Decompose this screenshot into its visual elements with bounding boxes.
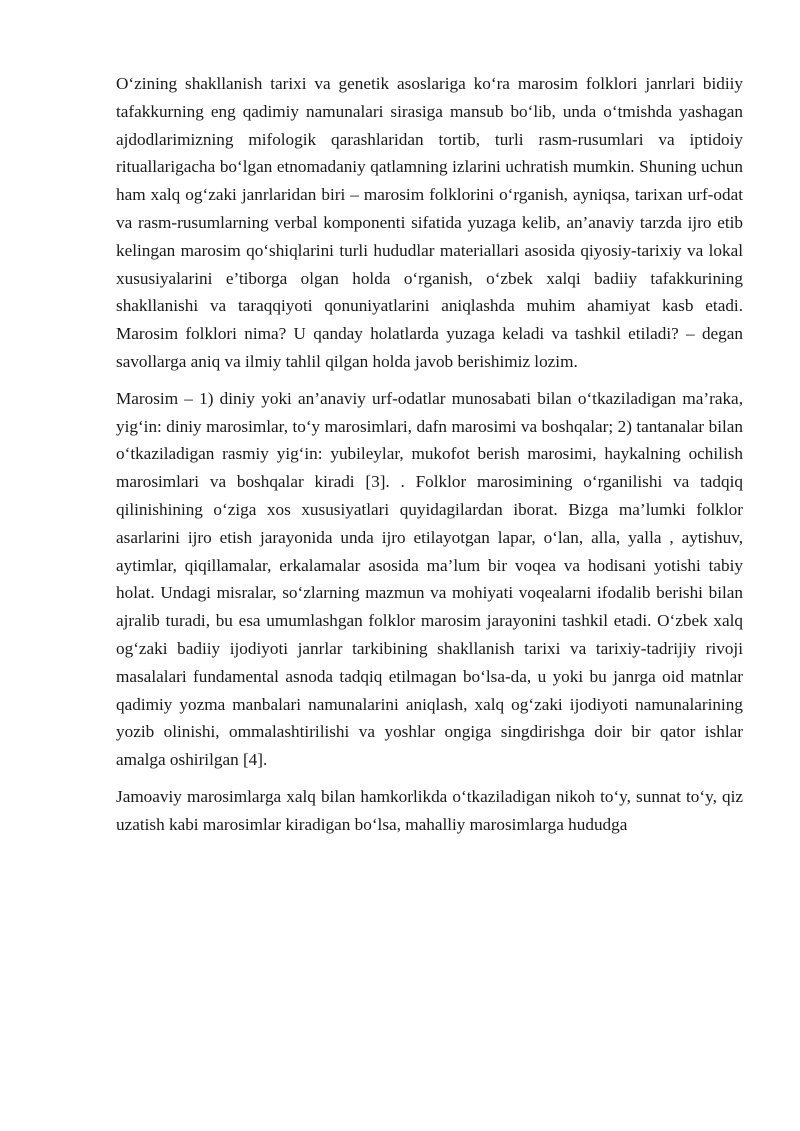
paragraph-marosim-definition: Marosim – 1) diniy yoki an’anaviy urf-odatlar munosabati bilan o‘tkaziladigan ma’raka, yig‘in: diniy marosimlar, to‘y marosimlari, dafn marosimi va boshqalar; 2) tantanalar bilan o‘tkaziladigan rasmiy yig‘in: yubileylar, mukofot berish marosimi, haykalning ochilish marosimlari va boshqalar kiradi [3]. . Folklor marosimining o‘rganilishi va tadqiq qilinishining o‘ziga xos xususiyatlari quyidagilardan iborat. Bizga ma’lumki folklor asarlarini ijro etish jarayonida unda ijro etilayotgan lapar, o‘lan, alla, yalla , aytishuv, aytimlar, qiqillamalar, erkalamalar asosida ma’lum bir voqea va hodisani yotishi tabiy holat. Undagi misralar, so‘zlarning mazmun va mohiyati voqealarni ifodalib berishi bilan ajralib turadi, bu esa umumlashgan folklor marosim jarayonini tashkil etadi. O‘zbek xalq og‘zaki badiiy ijodiyoti janrlar tarkibining shakllanish tarixi va tarixiy-tadrijiy rivoji masalalari fundamental asnoda tadqiq etilmagan bo‘lsa-da, u yoki bu janrga oid matnlar qadimiy yozma manbalari namunalarini aniqlash, xalq og‘zaki ijodiyoti namunalarining yozib olinishi, ommalashtirilishi va yoshlar ongiga singdirishga doir bir qator ishlar amalga oshirilgan [4]. [116,388,743,770]
document-body [116,70,743,848]
paragraph-folklore-origins: O‘zining shakllanish tarixi va genetik asoslariga ko‘ra marosim folklori janrlari bidiiy tafakkurning eng qadimiy namunalari sirasiga mansub bo‘lib, unda o‘tmishda yashagan ajdodlarimizning mifologik qarashlaridan tortib, turli rasm-rusumlari va iptidoiy rituallarigacha bo‘lgan etnomadaniy qatlamning izlarini uchratish mumkin. Shuning uchun ham xalq og‘zaki janrlaridan biri – marosim folklorini o‘rganish, ayniqsa, tarixan urf-odat va rasm-rusumlarning verbal komponenti sifatida yuzaga kelib, an’anaviy tarzda ijro etib kelingan marosim qo‘shiqlarini turli hududlar materiallari asosida qiyosiy-tarixiy va lokal xususiyalarini e’tiborga olgan holda o‘rganish, o‘zbek xalqi badiiy tafakkurining shakllanishi va taraqqiyoti qonuniyatlarini aniqlashda muhim ahamiyat kasb etadi. Marosim folklori nima? U qanday holatlarda yuzaga keladi va tashkil etiladi? – degan savollarga aniq va ilmiy tahlil qilgan holda javob berishimiz lozim. [116,74,743,371]
paragraph-collective-rituals: Jamoaviy marosimlarga xalq bilan hamkorlikda o‘tkaziladigan nikoh to‘y, sunnat to‘y, qiz uzatish kabi marosimlar kiradigan bo‘lsa, mahalliy marosimlarga hududga [116,786,743,834]
